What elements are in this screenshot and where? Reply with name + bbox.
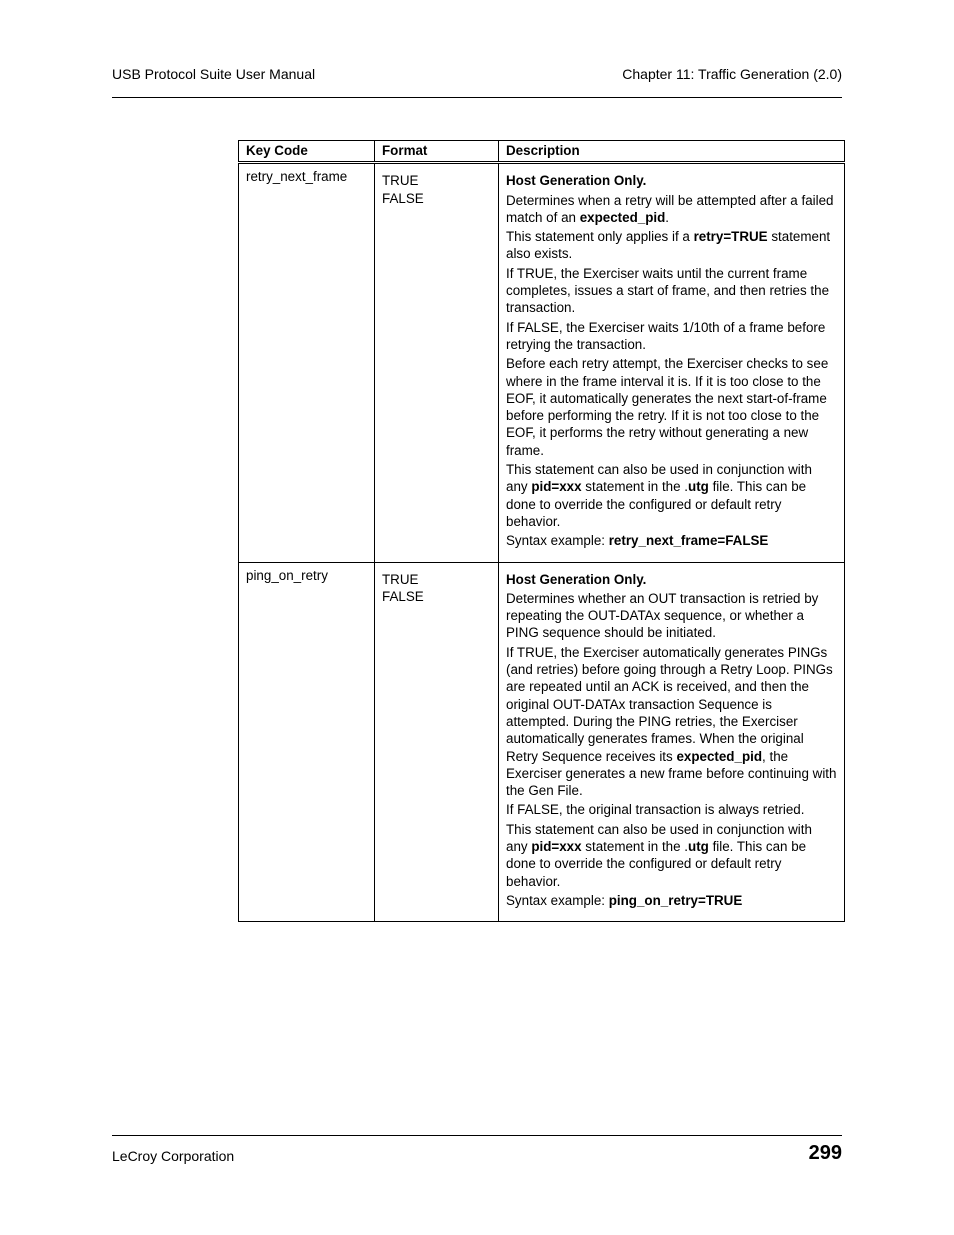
running-header-chapter: Chapter 11: Traffic Generation (2.0) <box>622 66 842 82</box>
description-paragraph: This statement only applies if a retry=TRUE statement also exists. <box>506 229 831 262</box>
description-paragraph: Determines whether an OUT transaction is retried by repeating the OUT-DATAx sequence, or whether a PING sequence should be initiated. <box>506 590 819 641</box>
syntax-example: Syntax example: ping_on_retry=TRUE <box>506 892 743 908</box>
description-paragraph: Before each retry attempt, the Exerciser checks to see where in the frame interval it is. If it is too close to the EOF, it automatically generates the next start-of-frame before performing the retry. If it is not too close to the EOF, it performs the retry without generating a new frame. <box>506 356 829 458</box>
header-rule <box>112 97 842 98</box>
format-value: FALSE <box>382 190 424 206</box>
description-paragraph: This statement can also be used in conjunction with any pid=xxx statement in the .utg file. This can be done to override the configured or default retry behavior. <box>506 462 812 529</box>
format-value: FALSE <box>382 588 424 604</box>
column-header-description: Description <box>499 141 845 163</box>
column-header-format: Format <box>375 141 499 163</box>
description-paragraph: If FALSE, the Exerciser waits 1/10th of a frame before retrying the transaction. <box>506 319 826 352</box>
format-value: TRUE <box>382 173 419 189</box>
table-header-row <box>239 141 845 163</box>
format-cell <box>375 562 499 922</box>
description-cell <box>499 163 845 562</box>
table-row <box>239 562 845 922</box>
description-cell <box>499 562 845 922</box>
table-row <box>239 163 845 562</box>
description-paragraph: If TRUE, the Exerciser waits until the current frame completes, issues a start of frame, and then retries the transaction. <box>506 265 830 316</box>
description-heading: Host Generation Only. <box>506 173 647 189</box>
key-code-cell: retry_next_frame <box>239 163 375 562</box>
key-code-cell: ping_on_retry <box>239 562 375 922</box>
syntax-example: Syntax example: retry_next_frame=FALSE <box>506 533 769 549</box>
column-header-key-code: Key Code <box>239 141 375 163</box>
format-value: TRUE <box>382 571 419 587</box>
footer-rule <box>112 1135 842 1136</box>
format-cell <box>375 163 499 562</box>
description-heading: Host Generation Only. <box>506 571 647 587</box>
description-paragraph: This statement can also be used in conjunction with any pid=xxx statement in the .utg file. This can be done to override the configured or default retry behavior. <box>506 821 812 889</box>
page-number: 299 <box>808 1142 842 1164</box>
key-code-table <box>238 140 845 922</box>
description-paragraph: If FALSE, the original transaction is always retried. <box>506 802 805 818</box>
running-header-title: USB Protocol Suite User Manual <box>112 66 316 82</box>
description-paragraph: Determines when a retry will be attempted after a failed match of an expected_pid. <box>506 192 834 225</box>
footer-company: LeCroy Corporation <box>112 1148 235 1164</box>
description-paragraph: If TRUE, the Exerciser automatically generates PINGs (and retries) before going through a Retry Loop. PINGs are repeated until an ACK is received, and then the original OUT-DATAx transaction Sequence is attempted. During the PING retries, the Exerciser automatically generates frames. When the original Retry Sequence receives its expected_pid, the Exerciser generates a new frame before continuing with the Gen File. <box>506 644 837 799</box>
